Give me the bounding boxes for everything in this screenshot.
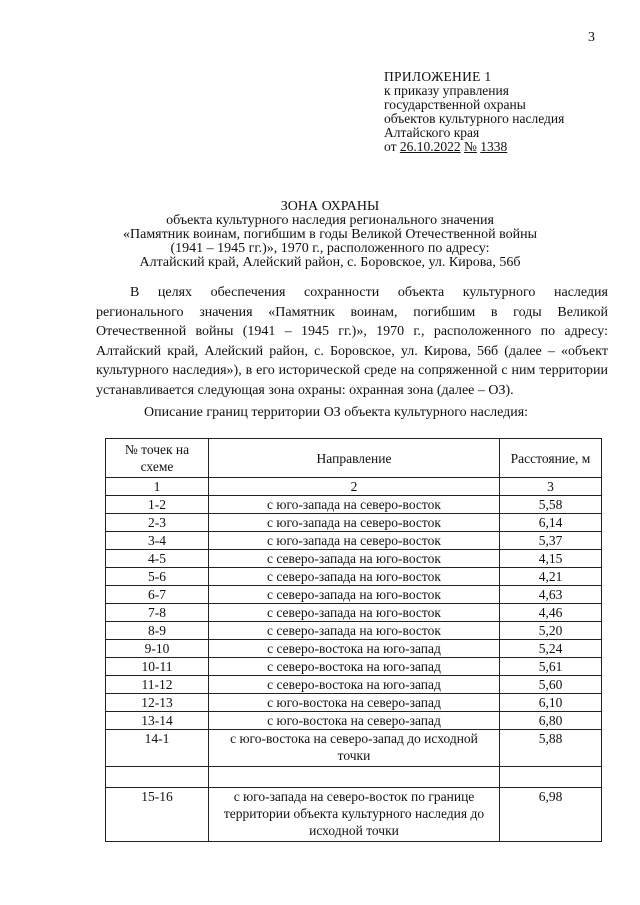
distance-cell: 5,20 xyxy=(500,622,602,640)
appendix-title: ПРИЛОЖЕНИЕ 1 xyxy=(384,69,492,84)
direction-cell: с северо-запада на юго-восток xyxy=(209,586,500,604)
direction-cell xyxy=(209,767,500,788)
table-row xyxy=(106,712,602,730)
distance-cell: 5,60 xyxy=(500,676,602,694)
header-direction: Направление xyxy=(209,439,500,478)
points-cell: 5-6 xyxy=(106,568,209,586)
table-row xyxy=(106,622,602,640)
points-cell: 14-1 xyxy=(106,730,209,767)
table-row xyxy=(106,604,602,622)
appendix-number-prefix: № xyxy=(463,139,477,154)
table-row xyxy=(106,568,602,586)
points-cell: 7-8 xyxy=(106,604,209,622)
distance-cell: 4,63 xyxy=(500,586,602,604)
appendix-line-3: объектов культурного наследия xyxy=(384,111,565,126)
appendix-date-line xyxy=(384,140,564,154)
header-distance: Расстояние, м xyxy=(500,439,602,478)
table-row xyxy=(106,550,602,568)
points-cell: 6-7 xyxy=(106,586,209,604)
numbering-cell: 2 xyxy=(209,478,500,496)
distance-cell: 6,10 xyxy=(500,694,602,712)
table-row xyxy=(106,532,602,550)
points-cell: 12-13 xyxy=(106,694,209,712)
table-row xyxy=(106,694,602,712)
points-cell: 13-14 xyxy=(106,712,209,730)
distance-cell: 5,24 xyxy=(500,640,602,658)
direction-cell: с юго-востока на северо-запад до исходной точки xyxy=(209,730,500,767)
distance-cell: 4,46 xyxy=(500,604,602,622)
distance-cell: 5,37 xyxy=(500,532,602,550)
points-cell: 10-11 xyxy=(106,658,209,676)
points-cell: 8-9 xyxy=(106,622,209,640)
direction-cell: с юго-запада на северо-восток xyxy=(209,496,500,514)
points-cell: 9-10 xyxy=(106,640,209,658)
points-cell: 4-5 xyxy=(106,550,209,568)
appendix-number: 1338 xyxy=(480,139,508,154)
direction-cell: с северо-востока на юго-запад xyxy=(209,676,500,694)
table-row xyxy=(106,514,602,532)
points-cell: 3-4 xyxy=(106,532,209,550)
appendix-line-4: Алтайского края xyxy=(384,125,480,140)
appendix-date-prefix: от xyxy=(384,139,397,154)
direction-cell: с юго-запада на северо-восток по границе территории объекта культурного наследия до исходной точки xyxy=(209,788,500,842)
points-cell: 11-12 xyxy=(106,676,209,694)
direction-cell: с северо-запада на юго-восток xyxy=(209,604,500,622)
direction-cell: с северо-запада на юго-восток xyxy=(209,568,500,586)
header-points: № точек на схеме xyxy=(106,439,209,478)
table-row xyxy=(106,788,602,842)
direction-cell: с юго-востока на северо-запад xyxy=(209,712,500,730)
distance-cell: 5,58 xyxy=(500,496,602,514)
page-number: 3 xyxy=(588,30,595,45)
points-cell: 15-16 xyxy=(106,788,209,842)
heading-line-4: Алтайский край, Алейский район, с. Боровское, ул. Кирова, 56б xyxy=(139,255,521,270)
table-row xyxy=(106,767,602,788)
distance-cell xyxy=(500,767,602,788)
table-row xyxy=(106,658,602,676)
intro-paragraph: В целях обеспечения сохранности объекта культурного наследия регионального значения «Памятник воинам, погибшим в годы Великой Отечественной войны (1941 – 1945 гг.)», 1970 г., расположенного по адресу: Алтайский край, Алейский район, с. Боровское, ул. Кирова, 56б (далее – «объект культурного наследия»), в его исторической среде на сопряженной с ним территории устанавливается следующая зона охраны: охранная зона (далее – ОЗ). xyxy=(96,285,608,398)
appendix-line-2: государственной охраны xyxy=(384,97,526,112)
document-heading xyxy=(80,200,580,270)
heading-line-3: (1941 – 1945 гг.)», 1970 г., расположенного по адресу: xyxy=(170,241,490,256)
table-row xyxy=(106,586,602,604)
direction-cell: с юго-запада на северо-восток xyxy=(209,532,500,550)
direction-cell: с северо-запада на юго-восток xyxy=(209,622,500,640)
body-text xyxy=(96,283,608,401)
points-cell: 1-2 xyxy=(106,496,209,514)
table-row xyxy=(106,640,602,658)
numbering-cell: 1 xyxy=(106,478,209,496)
appendix-line-1: к приказу управления xyxy=(384,83,509,98)
distance-cell: 4,15 xyxy=(500,550,602,568)
distance-cell: 5,88 xyxy=(500,730,602,767)
points-cell xyxy=(106,767,209,788)
appendix-block xyxy=(384,70,564,154)
heading-line-1: объекта культурного наследия регионального значения xyxy=(166,213,494,228)
table-caption: Описание границ территории ОЗ объекта культурного наследия: xyxy=(144,405,529,420)
distance-cell: 5,61 xyxy=(500,658,602,676)
numbering-cell: 3 xyxy=(500,478,602,496)
distance-cell: 6,98 xyxy=(500,788,602,842)
table-row xyxy=(106,730,602,767)
heading-title: ЗОНА ОХРАНЫ xyxy=(280,199,380,214)
appendix-date: 26.10.2022 xyxy=(399,139,461,154)
table-header-row xyxy=(106,439,602,478)
table-row xyxy=(106,496,602,514)
direction-cell: с северо-востока на юго-запад xyxy=(209,640,500,658)
boundary-table xyxy=(105,438,602,842)
distance-cell: 6,14 xyxy=(500,514,602,532)
distance-cell: 6,80 xyxy=(500,712,602,730)
table-numbering-row xyxy=(106,478,602,496)
heading-line-2: «Памятник воинам, погибшим в годы Великой Отечественной войны xyxy=(123,227,537,242)
direction-cell: с юго-запада на северо-восток xyxy=(209,514,500,532)
direction-cell: с юго-востока на северо-запад xyxy=(209,694,500,712)
distance-cell: 4,21 xyxy=(500,568,602,586)
direction-cell: с северо-востока на юго-запад xyxy=(209,658,500,676)
points-cell: 2-3 xyxy=(106,514,209,532)
table-row xyxy=(106,676,602,694)
direction-cell: с северо-запада на юго-восток xyxy=(209,550,500,568)
